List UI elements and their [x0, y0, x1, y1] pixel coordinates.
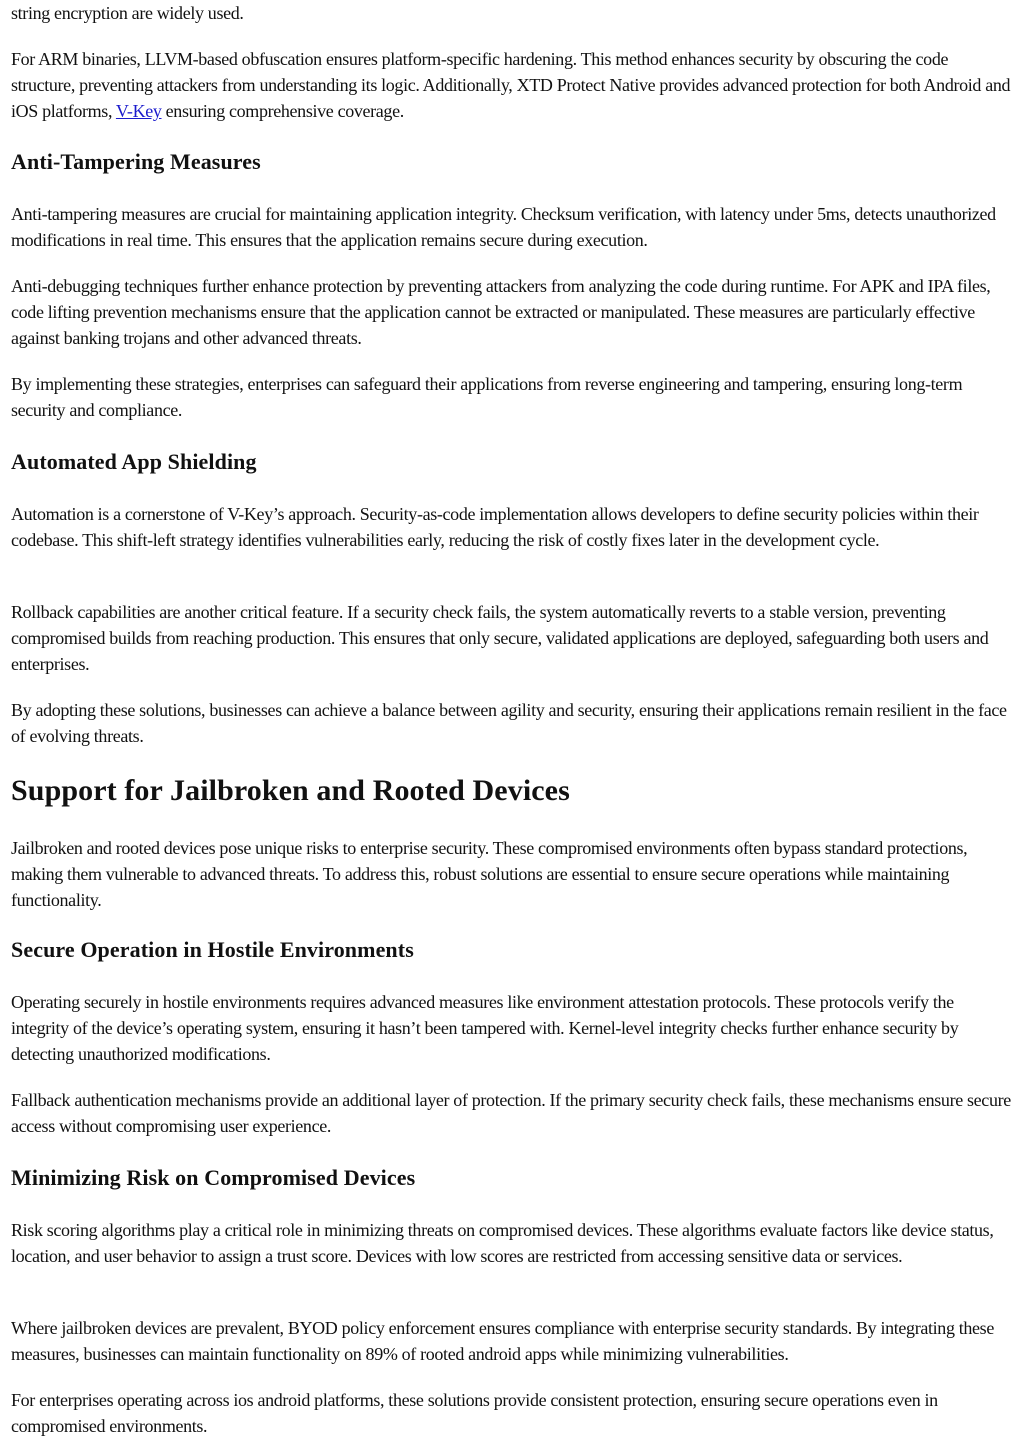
- paragraph-minimizing-2: Where jailbroken devices are prevalent, BYOD policy enforcement ensures compliance with enterprise security standards. By integrating these measures, businesses can maintain functionality on 89% of rooted android apps while minimizing vulnerabilities.: [11, 1318, 994, 1364]
- paragraph-anti-tampering-2: Anti-debugging techniques further enhance protection by preventing attackers from analyzing the code during runtime. For APK and IPA files, code lifting prevention mechanisms ensure that the application cannot be extracted or manipulated. These measures are particularly effective against banking trojans and other advanced threats.: [11, 276, 991, 348]
- arm-text-before-link: For ARM binaries, LLVM-based obfuscation ensures platform-specific hardening. This method enhances security by obscuring the code structure, preventing attackers from understanding its logic. Additionally, XTD Protect Native provides advanced protection for both Android and iOS platforms,: [11, 49, 1011, 121]
- paragraph-automated-3: By adopting these solutions, businesses can achieve a balance between agility and security, ensuring their applications remain resilient in the face of evolving threats.: [11, 700, 1007, 746]
- heading-minimizing-risk: Minimizing Risk on Compromised Devices: [11, 1165, 416, 1190]
- heading-anti-tampering: Anti-Tampering Measures: [11, 149, 261, 174]
- heading-support-jailbroken-rooted: Support for Jailbroken and Rooted Devices: [11, 774, 570, 807]
- paragraph-intro-tail: string encryption are widely used.: [11, 3, 244, 23]
- paragraph-automated-2: Rollback capabilities are another critical feature. If a security check fails, the system automatically reverts to a stable version, preventing compromised builds from reaching production. This ensures that only secure, validated applications are deployed, safeguarding both users and enterprises.: [11, 602, 989, 674]
- paragraph-minimizing-3: For enterprises operating across ios android platforms, these solutions provide consistent protection, ensuring secure operations even in compromised environments.: [11, 1390, 938, 1436]
- paragraph-minimizing-1: Risk scoring algorithms play a critical role in minimizing threats on compromised devices. These algorithms evaluate factors like device status, location, and user behavior to assign a trust score. Devices with low scores are restricted from accessing sensitive data or services.: [11, 1220, 994, 1266]
- paragraph-arm-binaries: [11, 46, 1014, 124]
- v-key-link[interactable]: V-Key: [115, 101, 162, 121]
- arm-text-after-link: ensuring comprehensive coverage.: [161, 101, 404, 121]
- paragraph-secure-operation-2: Fallback authentication mechanisms provide an additional layer of protection. If the primary security check fails, these mechanisms ensure secure access without compromising user experience.: [11, 1090, 1011, 1136]
- paragraph-secure-operation-1: Operating securely in hostile environments requires advanced measures like environment attestation protocols. These protocols verify the integrity of the device’s operating system, ensuring it hasn’t been tampered with. Kernel-level integrity checks further enhance security by detecting unauthorized modifications.: [11, 992, 959, 1064]
- paragraph-support: Jailbroken and rooted devices pose unique risks to enterprise security. These compromised environments often bypass standard protections, making them vulnerable to advanced threats. To address this, robust solutions are essential to ensure secure operations while maintaining functionality.: [11, 838, 968, 910]
- heading-automated-app-shielding: Automated App Shielding: [11, 449, 257, 474]
- paragraph-automated-1: Automation is a cornerstone of V-Key’s approach. Security-as-code implementation allows developers to define security policies within their codebase. This shift-left strategy identifies vulnerabilities early, reducing the risk of costly fixes later in the development cycle.: [11, 504, 979, 550]
- paragraph-anti-tampering-3: By implementing these strategies, enterprises can safeguard their applications from reverse engineering and tampering, ensuring long-term security and compliance.: [11, 374, 963, 420]
- paragraph-anti-tampering-1: Anti-tampering measures are crucial for maintaining application integrity. Checksum verification, with latency under 5ms, detects unauthorized modifications in real time. This ensures that the application remains secure during execution.: [11, 204, 996, 250]
- heading-secure-operation: Secure Operation in Hostile Environments: [11, 937, 414, 962]
